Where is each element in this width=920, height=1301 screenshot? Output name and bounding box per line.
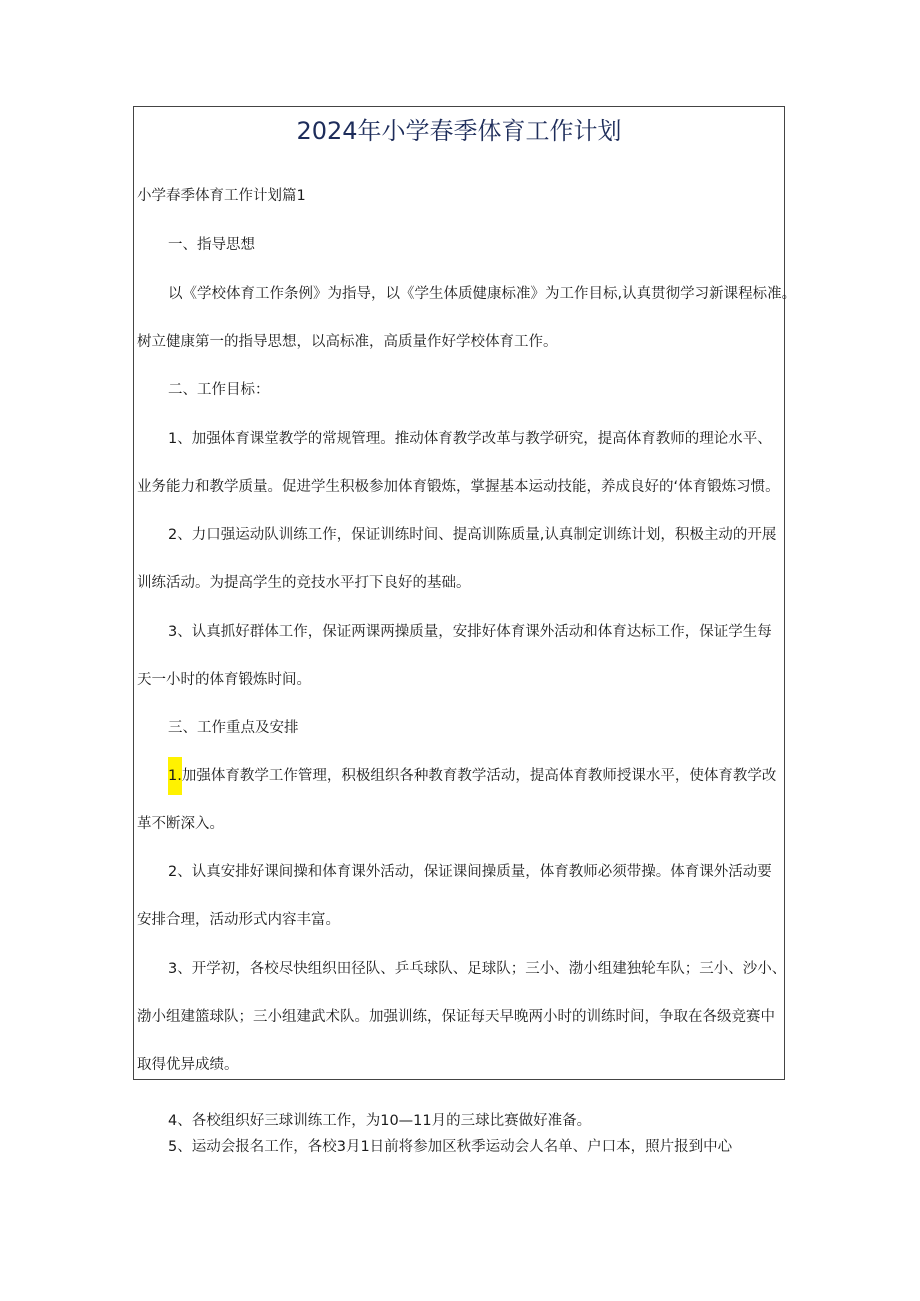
section1-heading: 一、指导思想 (168, 237, 255, 253)
section2-item3-line2: 天一小时的体育锻炼时间。 (137, 672, 311, 688)
section1-para-line2: 树立健康第一的指导思想，以高标准，高质量作好学校体育工作。 (137, 334, 558, 350)
section3-item2-line2: 安排合理，活动形式内容丰富。 (137, 912, 340, 928)
section2-item1-line2: 业务能力和教学质量。促进学生积极参加体育锻炼，掌握基本运动技能，养成良好的‘体育锻炼习惯。 (137, 479, 780, 495)
document-subtitle: 小学春季体育工作计划篇1 (137, 188, 306, 204)
section3-heading: 三、工作重点及安排 (168, 720, 299, 736)
section3-item3-line2: 渤小组建篮球队；三小组建武术队。加强训练，保证每天早晚两小时的训练时间，争取在各级竞赛中 (137, 1009, 775, 1025)
section3-item3-line1: 3、开学初，各校尽快组织田径队、乒乓球队、足球队；三小、渤小组建独轮车队；三小、沙小、 (168, 961, 787, 977)
section2-item2-line1: 2、力口强运动队训练工作，保证训练时间、提高训陈质量,认真制定训练计划，积极主动的开展 (168, 527, 777, 543)
section1-para-line1: 以《学校体育工作条例》为指导，以《学生体质健康标准》为工作目标,认真贯彻学习新课程标准。 (168, 286, 797, 302)
document-title: 2024年小学春季体育工作计划 (296, 117, 622, 145)
section2-item3-line1: 3、认真抓好群体工作，保证两课两操质量，安排好体育课外活动和体育达标工作，保证学生每 (168, 624, 772, 640)
section3-item1-line1 (168, 766, 776, 786)
section2-heading: 二、工作目标： (168, 382, 270, 398)
section2-item1-line1: 1、加强体育课堂教学的常规管理。推动体育教学改革与教学研究，提高体育教师的理论水平、 (168, 431, 772, 447)
section3-item2-line1: 2、认真安排好课间操和体育课外活动，保证课间操质量，体育教师必须带操。体育课外活动要 (168, 864, 772, 880)
highlighted-item-number: 1. (168, 757, 182, 795)
section3-item1-line2: 革不断深入。 (137, 816, 224, 832)
section3-item4: 4、各校组织好三球训练工作，为10—11月的三球比赛做好准备。 (168, 1113, 592, 1129)
section3-item5: 5、运动会报名工作，各校3月1日前将参加区秋季运动会人名单、户口本，照片报到中心 (168, 1139, 733, 1155)
section2-item2-line2: 训练活动。为提高学生的竞技水平打下良好的基础。 (137, 575, 471, 591)
section3-item1-text: 加强体育教学工作管理，积极组织各种教育教学活动，提高体育教师授课水平，使体育教学改 (181, 768, 777, 784)
section3-item3-line3: 取得优异成绩。 (137, 1057, 239, 1073)
